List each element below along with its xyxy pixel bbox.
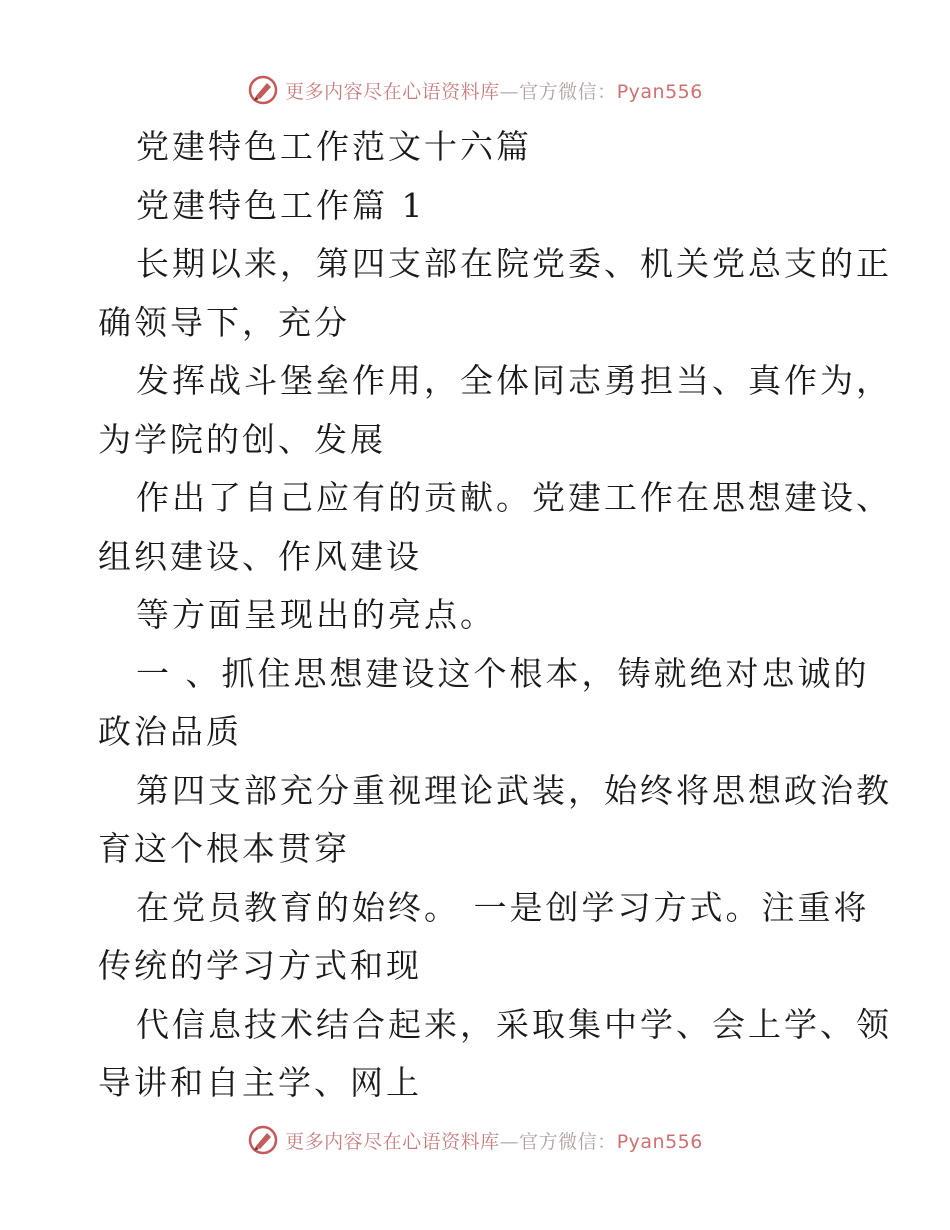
paragraph-line: 长期以来，第四支部在院党委、机关党总支的正 bbox=[136, 244, 892, 283]
header-watermark-banner bbox=[0, 70, 950, 110]
paragraph-line: 发挥战斗堡垒作用，全体同志勇担当、真作为， bbox=[136, 361, 892, 400]
brand-text: 更多内容尽在心语资料库 bbox=[285, 1130, 500, 1153]
document-title: 党建特色工作范文十六篇 bbox=[136, 127, 532, 166]
paragraph-line: 导讲和自主学、网上 bbox=[98, 1063, 422, 1102]
paragraph-line: 传统的学习方式和现 bbox=[98, 946, 422, 985]
paragraph-line: 作出了自己应有的贡献。党建工作在思想建设、 bbox=[136, 478, 892, 517]
wechat-label: 官方微信： bbox=[519, 80, 617, 103]
paragraph-line: 育这个根本贯穿 bbox=[98, 829, 350, 868]
paragraph-line: 在党员教育的始终。 一是创学习方式。注重将 bbox=[136, 887, 870, 927]
paragraph-line: 组织建设、作风建设 bbox=[98, 536, 422, 576]
wechat-id: Pyan556 bbox=[616, 80, 703, 103]
wechat-label: 官方微信： bbox=[519, 1130, 617, 1153]
document-body bbox=[98, 118, 892, 1113]
paragraph-line: 第四支部充分重视理论武装，始终将思想政治教 bbox=[136, 770, 892, 810]
banner-dash: — bbox=[499, 80, 520, 103]
paragraph-line: 一 、抓住思想建设这个根本，铸就绝对忠诚的 bbox=[136, 653, 870, 693]
brand-text: 更多内容尽在心语资料库 bbox=[285, 80, 500, 103]
pen-nib-icon bbox=[247, 1124, 279, 1156]
paragraph-line: 为学院的创、发展 bbox=[98, 419, 386, 459]
paragraph-line: 等方面呈现出的亮点。 bbox=[136, 595, 496, 634]
banner-dash: — bbox=[499, 1130, 520, 1153]
banner-text bbox=[285, 1127, 703, 1154]
paragraph-line: 代信息技术结合起来，采取集中学、会上学、领 bbox=[136, 1004, 892, 1044]
pen-nib-icon bbox=[247, 74, 279, 106]
paragraph-line: 确领导下，充分 bbox=[98, 302, 350, 342]
paragraph-line: 政治品质 bbox=[98, 712, 242, 751]
section-heading: 党建特色工作篇 1 bbox=[136, 185, 426, 225]
footer-watermark-banner bbox=[0, 1120, 950, 1160]
banner-text bbox=[285, 77, 703, 104]
wechat-id: Pyan556 bbox=[616, 1130, 703, 1153]
